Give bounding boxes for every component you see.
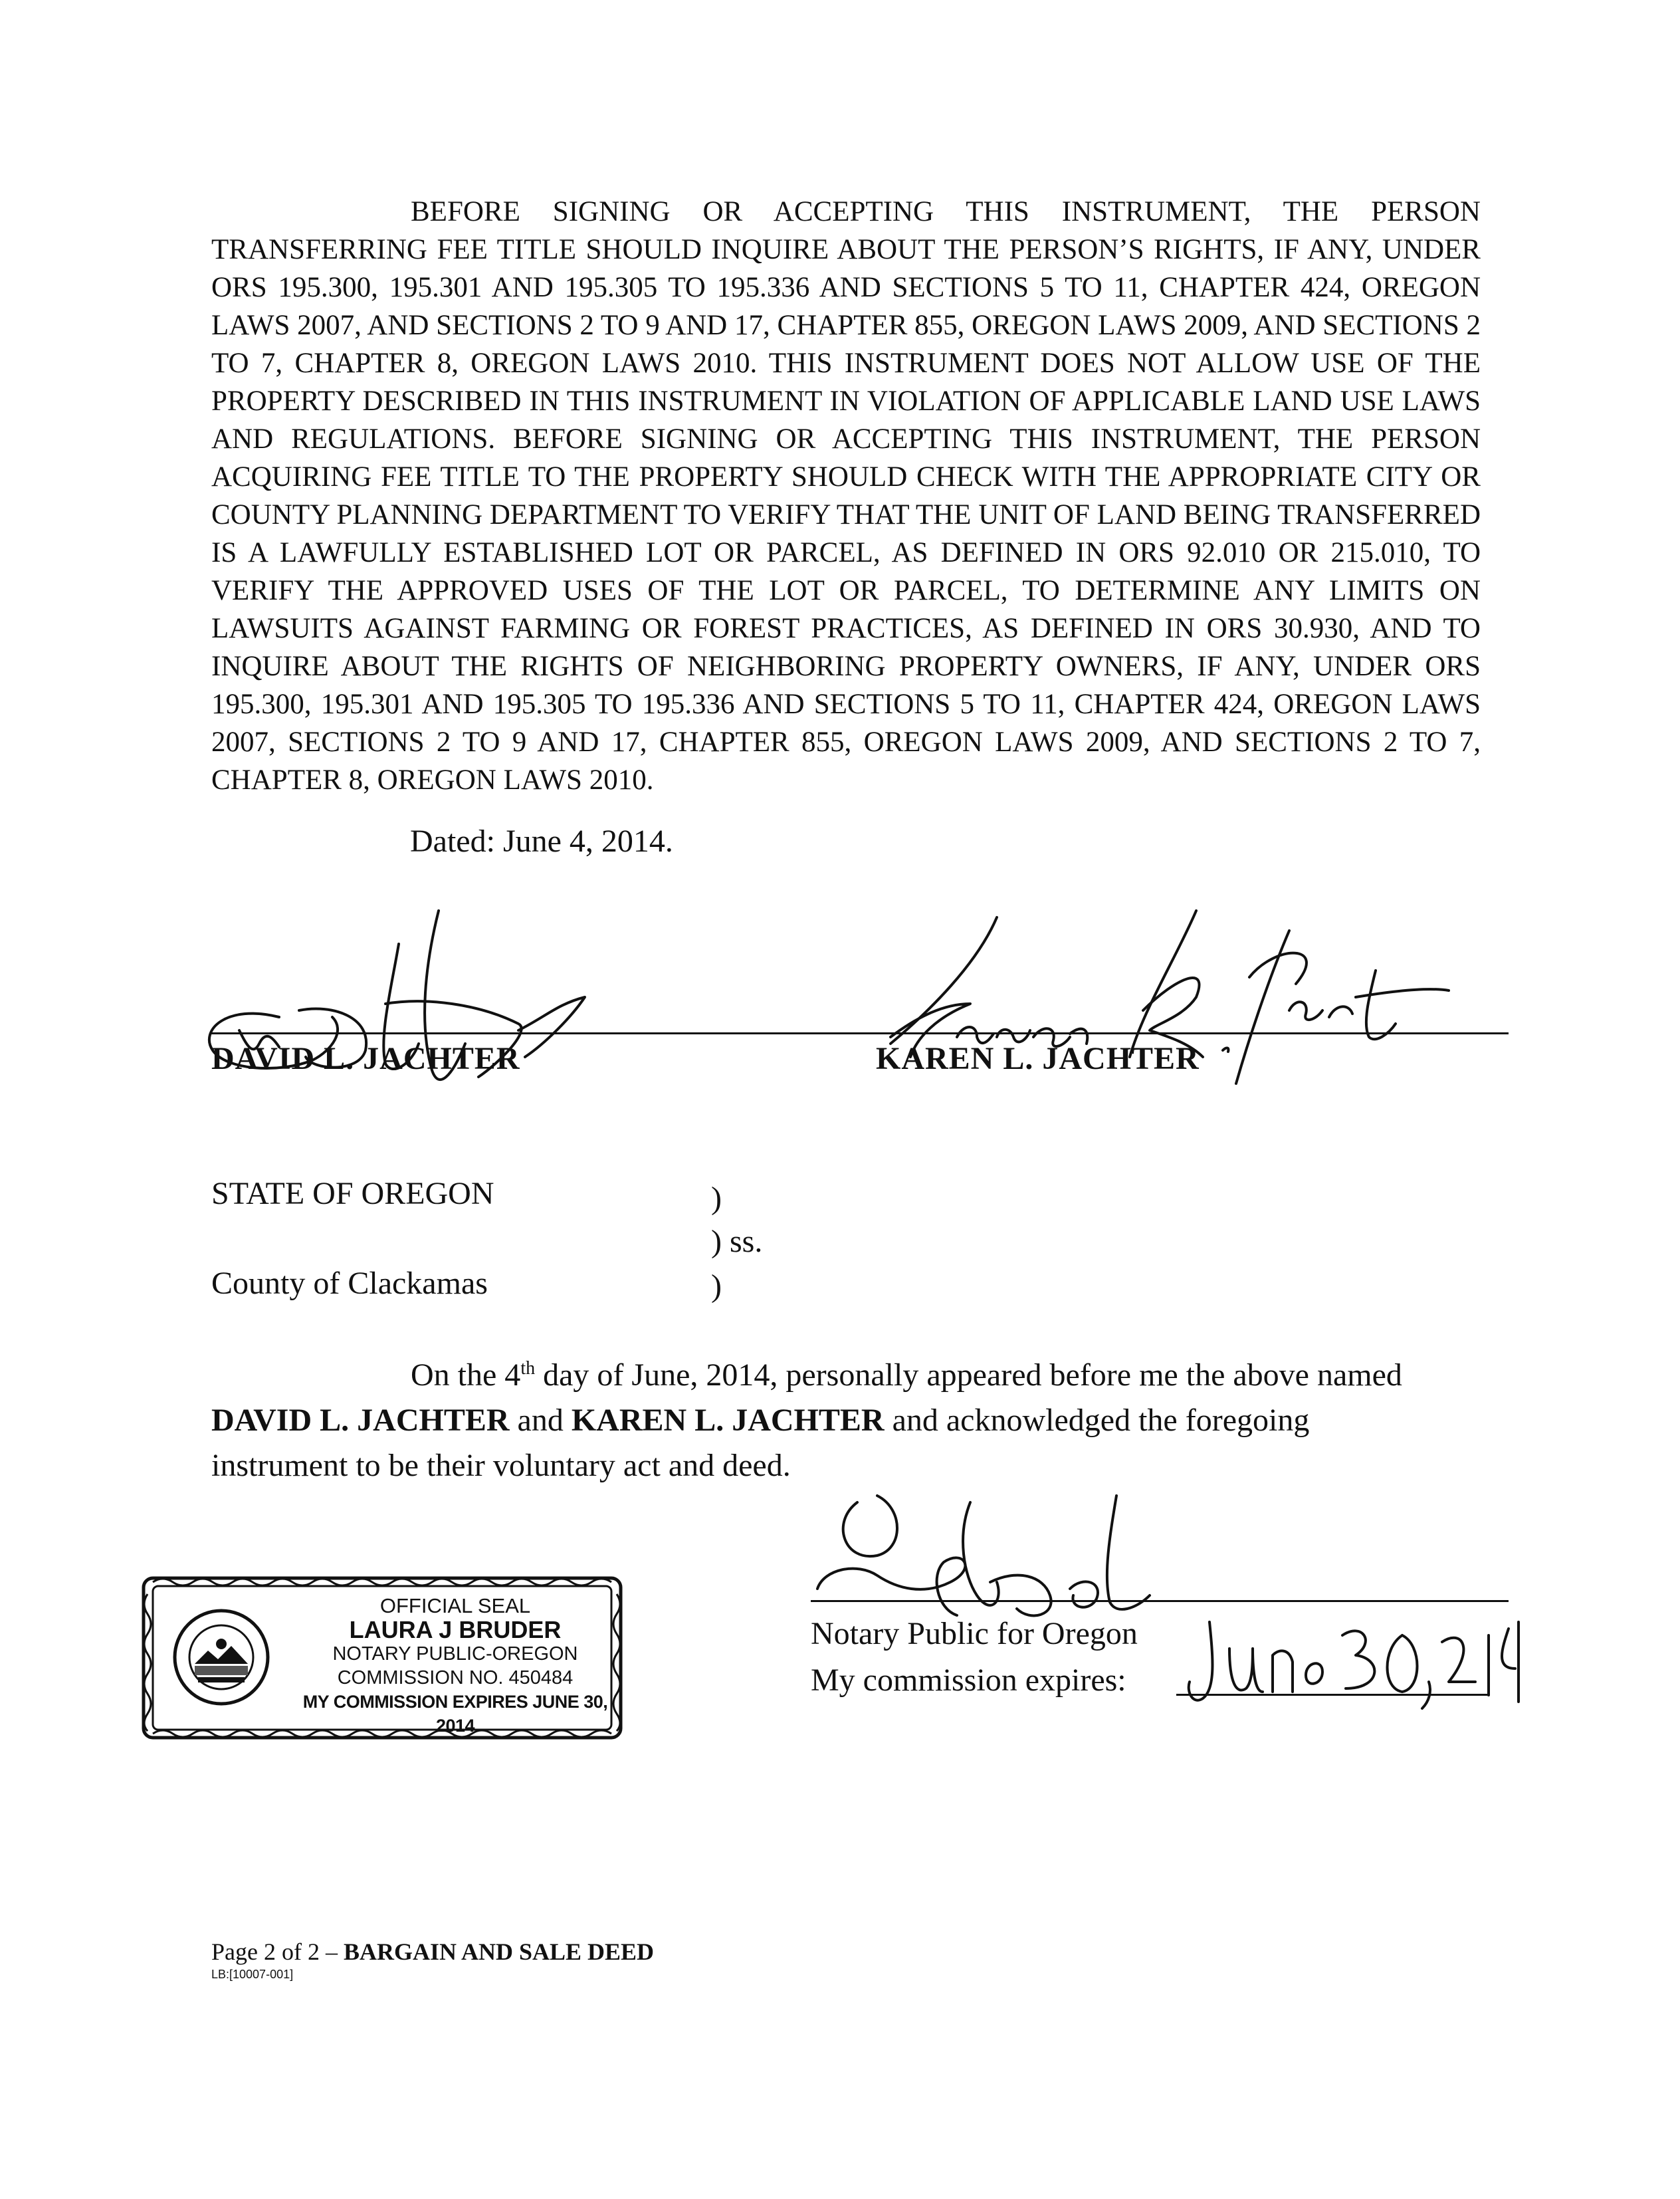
seal-official-seal: OFFICIAL SEAL bbox=[379, 1594, 531, 1617]
commission-expires-label: My commission expires: bbox=[811, 1663, 1126, 1698]
notary-title: Notary Public for Oregon bbox=[811, 1616, 1138, 1651]
seal-notary-name: LAURA J BRUDER bbox=[349, 1616, 562, 1643]
seal-commission-expiry: MY COMMISSION EXPIRES JUNE 30, 2014 bbox=[302, 1692, 608, 1736]
footer-page-number: Page 2 of 2 – bbox=[211, 1938, 344, 1965]
seal-commission-number: COMMISSION NO. 450484 bbox=[337, 1667, 574, 1688]
ack-name-david: DAVID L. JACHTER bbox=[211, 1403, 510, 1438]
ack-and: and bbox=[509, 1403, 572, 1438]
signer-name-david: DAVID L. JACHTER bbox=[211, 1041, 520, 1076]
handwritten-expiry-date bbox=[1183, 1609, 1528, 1715]
venue-county: County of Clackamas bbox=[211, 1266, 488, 1301]
footer-reference: LB:[10007-001] bbox=[211, 1968, 294, 1981]
acknowledgment-paragraph bbox=[211, 1353, 1421, 1488]
ack-name-karen: KAREN L. JACHTER bbox=[571, 1403, 885, 1438]
seal-notary-public: NOTARY PUBLIC-OREGON bbox=[332, 1643, 578, 1665]
ack-intro: On the 4 bbox=[411, 1357, 521, 1393]
dated-line: Dated: June 4, 2014. bbox=[410, 824, 673, 859]
ack-ordinal: th bbox=[520, 1358, 536, 1379]
notary-signature-line bbox=[811, 1600, 1509, 1602]
venue-state: STATE OF OREGON bbox=[211, 1176, 494, 1211]
footer-page-info bbox=[211, 1938, 654, 1966]
ack-after-date: day of June, 2014, personally appeared before me the above named bbox=[535, 1357, 1402, 1393]
ack-closing: and acknowledged the foregoing instrument to be their voluntary act and deed. bbox=[211, 1403, 1310, 1483]
signer-name-karen: KAREN L. JACHTER bbox=[876, 1041, 1200, 1076]
disclaimer-paragraph: BEFORE SIGNING OR ACCEPTING THIS INSTRUMENT, THE PERSON TRANSFERRING FEE TITLE SHOULD INQUIRE ABOUT THE PERSON’S RIGHTS, IF ANY, UNDER ORS 195.300, 195.301 AND 195.305 TO 195.336 AND SECTIONS 5 TO 11, CHAPTER 424, OREGON LAWS 2007, AND SECTIONS 2 TO 9 AND 17, CHAPTER 855, OREGON LAWS 2009, AND SECTIONS 2 TO 7, CHAPTER 8, OREGON LAWS 2010. THIS INSTRUMENT DOES NOT ALLOW USE OF THE PROPERTY DESCRIBED IN THIS INSTRUMENT IN VIOLATION OF APPLICABLE LAND USE LAWS AND REGULATIONS. BEFORE SIGNING OR ACCEPTING THIS INSTRUMENT, THE PERSON ACQUIRING FEE TITLE TO THE PROPERTY SHOULD CHECK WITH THE APPROPRIATE CITY OR COUNTY PLANNING DEPARTMENT TO VERIFY THAT THE UNIT OF LAND BEING TRANSFERRED IS A LAWFULLY ESTABLISHED LOT OR PARCEL, AS DEFINED IN ORS 92.010 OR 215.010, TO VERIFY THE APPROVED USES OF THE LOT OR PARCEL, TO DETERMINE ANY LIMITS ON LAWSUITS AGAINST FARMING OR FOREST PRACTICES, AS DEFINED IN ORS 30.930, AND TO INQUIRE ABOUT THE RIGHTS OF NEIGHBORING PROPERTY OWNERS, IF ANY, UNDER ORS 195.300, 195.301 AND 195.305 TO 195.336 AND SECTIONS 5 TO 11, CHAPTER 424, OREGON LAWS 2007, SECTIONS 2 TO 9 AND 17, CHAPTER 855, OREGON LAWS 2009, AND SECTIONS 2 TO 7, CHAPTER 8, OREGON LAWS 2010. bbox=[211, 196, 1481, 796]
venue-paren-ss: ) ss. bbox=[711, 1224, 763, 1259]
venue-paren-top: ) bbox=[711, 1181, 722, 1216]
notary-seal-stamp bbox=[140, 1574, 625, 1742]
footer-doc-title: BARGAIN AND SALE DEED bbox=[343, 1938, 655, 1965]
venue-paren-bottom: ) bbox=[711, 1268, 722, 1304]
oregon-state-emblem-icon bbox=[171, 1607, 271, 1707]
